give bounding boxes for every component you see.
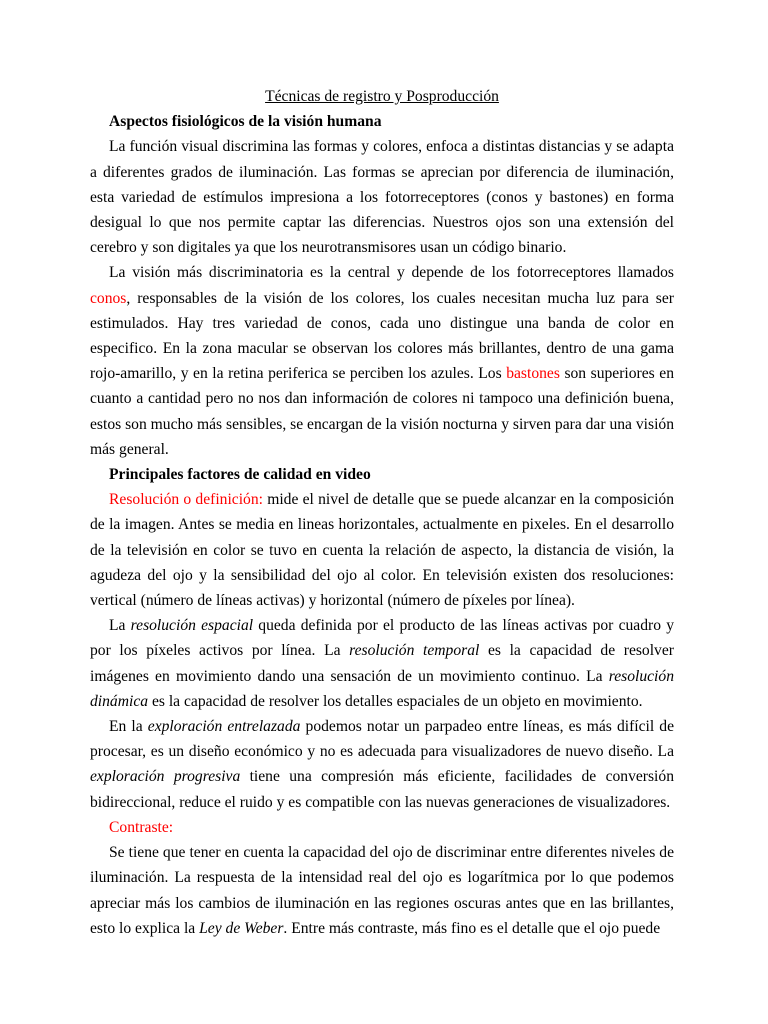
text-run: es la capacidad de resolver los detalles espaciales de un objeto en movimiento. bbox=[148, 692, 643, 710]
keyword-bastones: bastones bbox=[506, 365, 560, 383]
text-run: es la capacidad de resolver imágenes en movimiento dando una sensación de un movimiento continuo. La bbox=[90, 642, 674, 685]
paragraph-visual-function: La función visual discrimina las formas y colores, enfoca a distintas distancias y se adapta a diferentes grados de iluminación. Las formas se aprecian por diferencia de iluminación, esta variedad de estímulos impresiona a los fotorreceptores (conos y bastones) en forma desigual lo que nos permite captar las diferencias. Nuestros ojos son una extensión del cerebro y son digitales ya que los neurotransmisores usan un código binario. bbox=[90, 138, 674, 257]
term-exploracion-entrelazada: exploración entrelazada bbox=[147, 718, 301, 736]
term-resolucion-espacial: resolución espacial bbox=[130, 617, 254, 635]
section-heading-video-quality: Principales factores de calidad en video bbox=[109, 466, 371, 484]
label-resolucion: Resolución o definición: bbox=[109, 491, 263, 509]
text-run: , responsables de la visión de los colores, los cuales necesitan mucha luz para ser estimulados. Hay tres variedad de conos, cada uno distingue una banda de color en especifico. En la zona macular se observan los colores más brillantes, dentro de una gama rojo-amarillo, y en la retina periferica se perciben los azules. Los bbox=[90, 289, 674, 383]
text-run: son superiores en cuanto a cantidad pero no nos dan información de colores ni tampoco una definición buena, estos son mucho más sensibles, se encargan de la visión nocturna y sirven para dar una visión más general. bbox=[90, 365, 674, 458]
text-run: Se tiene que tener en cuenta la capacidad del ojo de discriminar entre diferentes niveles de iluminación. La respuesta de la intensidad real del ojo es logarítmica por lo que podemos apreciar más los cambios de iluminación en las regiones oscuras antes que en las brillantes, esto lo explica la bbox=[90, 844, 674, 937]
text-run: queda definida por el producto de las líneas activas por cuadro y por los píxeles activos por línea. La bbox=[90, 617, 674, 660]
label-contraste: Contraste: bbox=[109, 818, 174, 836]
paragraph-scanning bbox=[90, 714, 674, 815]
paragraph-resolution bbox=[90, 487, 674, 613]
term-ley-de-weber: Ley de Weber bbox=[199, 919, 284, 937]
document-body bbox=[90, 84, 674, 941]
term-exploracion-progresiva: exploración progresiva bbox=[90, 768, 241, 786]
text-run: . Entre más contraste, más fino es el detalle que el ojo puede bbox=[283, 919, 661, 937]
term-resolucion-temporal: resolución temporal bbox=[349, 642, 480, 660]
paragraph-contrast bbox=[90, 840, 674, 941]
section-heading-physiology: Aspectos fisiológicos de la visión humana bbox=[109, 113, 382, 131]
text-run: La visión más discriminatoria es la central y depende de los fotorreceptores llamados bbox=[109, 264, 674, 282]
paragraph-resolution-types bbox=[90, 613, 674, 714]
document-title: Técnicas de registro y Posproducción bbox=[265, 88, 499, 105]
text-run: tiene una compresión más eficiente, facilidades de conversión bidireccional, reduce el ruido y es compatible con las nuevas generaciones de visualizadores. bbox=[90, 768, 674, 811]
keyword-conos: conos bbox=[90, 289, 127, 307]
paragraph-photoreceptors bbox=[90, 260, 674, 462]
text-run: mide el nivel de detalle que se puede alcanzar en la composición de la imagen. Antes se media en lineas horizontales, actualmente en pixeles. En el desarrollo de la televisión en color se tuvo en cuenta la relación de aspecto, la distancia de visión, la agudeza del ojo y la sensibilidad del ojo al color. En televisión existen dos resoluciones: vertical (número de líneas activas) y horizontal (número de píxeles por línea). bbox=[90, 491, 675, 610]
text-run: La bbox=[109, 617, 131, 635]
text-run: podemos notar un parpadeo entre líneas, es más difícil de procesar, es un diseño económico y no es adecuada para visualizadores de nuevo diseño. La bbox=[90, 718, 675, 761]
text-run: En la bbox=[109, 718, 148, 736]
term-resolucion-dinamica: resolución dinámica bbox=[90, 667, 674, 710]
